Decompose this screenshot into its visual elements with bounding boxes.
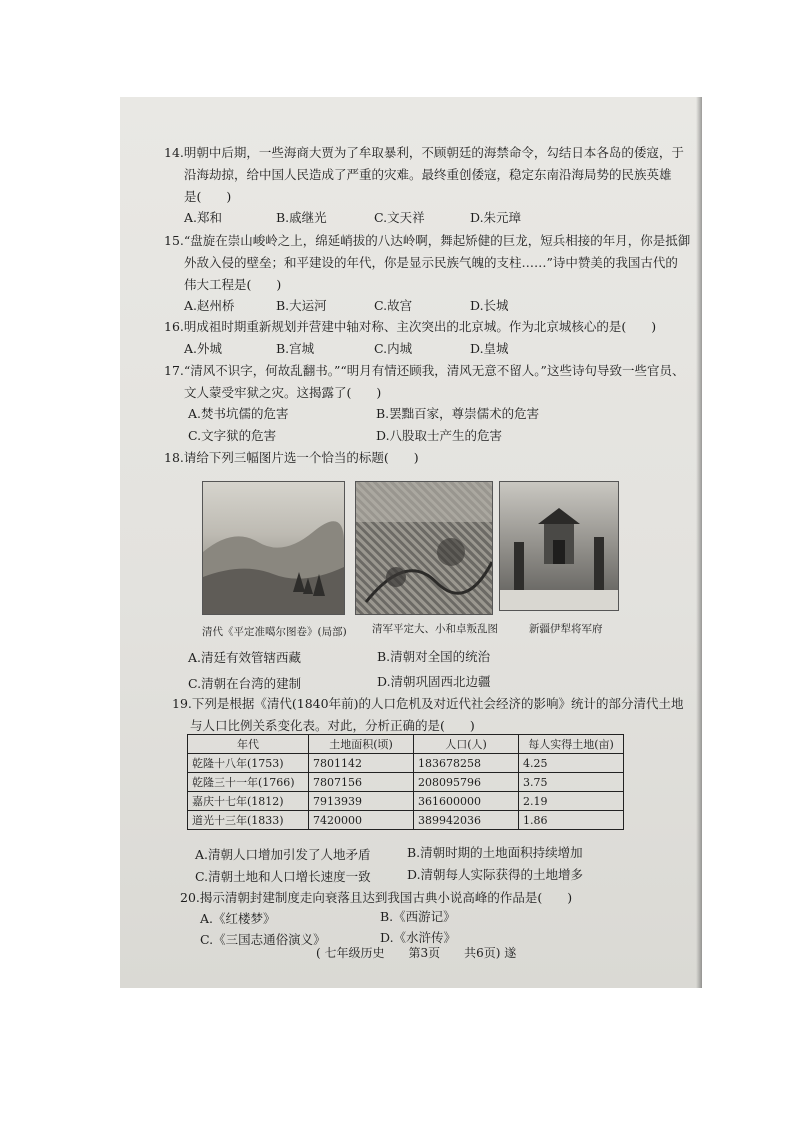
q18-line1: 18.请给下列三幅图片选一个恰当的标题( )	[164, 450, 419, 465]
q14-line1: 14.明朝中后期，一些海商大贾为了牟取暴利，不顾朝廷的海禁命令，勾结日本各岛的倭寇，于	[164, 145, 684, 160]
table-header-row	[188, 735, 624, 754]
table-cell: 7801142	[309, 754, 414, 773]
q18-option-b: B.清朝对全国的统治	[377, 649, 491, 664]
q17-option-a: A.焚书坑儒的危害	[188, 406, 289, 421]
q15-option-c: C.故宫	[374, 298, 413, 313]
table-row	[188, 811, 624, 830]
battle-scene-image	[355, 481, 493, 615]
table-header-cell: 人口(人)	[414, 735, 519, 754]
q16-option-d: D.皇城	[470, 341, 509, 356]
q17-option-d: D.八股取士产生的危害	[376, 428, 503, 443]
q17-option-b: B.罢黜百家，尊崇儒术的危害	[376, 406, 540, 421]
q14-line2: 沿海劫掠，给中国人民造成了严重的灾难。最终重创倭寇，稳定东南沿海局势的民族英雄	[184, 167, 672, 182]
q14-option-d: D.朱元璋	[470, 210, 522, 225]
q18-caption-1: 清代《平定准噶尔图卷》(局部)	[202, 626, 347, 638]
table-cell: 7807156	[309, 773, 414, 792]
battle-scene-illustration	[356, 482, 492, 614]
q15-line2: 外敌入侵的壁垒；和平建设的年代，你是显示民族气魄的支柱……”诗中赞美的我国古代的	[184, 255, 678, 270]
q16-option-c: C.内城	[374, 341, 413, 356]
q19-line2: 与人口比例关系变化表。对此，分析正确的是( )	[190, 718, 475, 733]
q17-line1: 17.“清风不识字，何故乱翻书。”“明月有情还顾我，清风无意不留人。”这些诗句导致一些官员、	[164, 363, 685, 378]
table-cell: 361600000	[414, 792, 519, 811]
q19-option-d: D.清朝每人实际获得的土地增多	[407, 867, 584, 882]
exam-paper	[120, 97, 702, 988]
mansion-gate-illustration	[500, 482, 618, 610]
landscape-painting-illustration	[203, 482, 344, 614]
table-cell: 2.19	[519, 792, 624, 811]
q14-option-b: B.戚继光	[276, 210, 327, 225]
table-cell: 183678258	[414, 754, 519, 773]
q18-caption-3: 新疆伊犁将军府	[529, 623, 603, 635]
q14-line3: 是( )	[184, 189, 232, 204]
table-row	[188, 773, 624, 792]
page-footer: ( 七年级历史 第3页 共6页) 遂	[316, 946, 517, 960]
table-cell: 3.75	[519, 773, 624, 792]
q15-option-b: B.大运河	[276, 298, 327, 313]
q16-option-b: B.宫城	[276, 341, 315, 356]
q19-option-c: C.清朝土地和人口增长速度一致	[195, 869, 371, 884]
table-cell: 道光十三年(1833)	[188, 811, 309, 830]
q20-option-b: B.《西游记》	[380, 909, 456, 924]
q15-option-a: A.赵州桥	[184, 298, 235, 313]
exam-page-photo	[120, 97, 702, 988]
table-header-cell: 年代	[188, 735, 309, 754]
land-population-table	[187, 734, 624, 830]
table-cell: 7913939	[309, 792, 414, 811]
table-cell: 4.25	[519, 754, 624, 773]
q15-option-d: D.长城	[470, 298, 509, 313]
table-cell: 嘉庆十七年(1812)	[188, 792, 309, 811]
table-cell: 208095796	[414, 773, 519, 792]
q15-line1: 15.“盘旋在崇山峻岭之上，绵延峭拔的八达岭啊，舞起矫健的巨龙，短兵相接的年月，你是抵御	[164, 233, 691, 248]
q16-line1: 16.明成祖时期重新规划并营建中轴对称、主次突出的北京城。作为北京城核心的是( )	[164, 319, 657, 334]
q20-option-a: A.《红楼梦》	[200, 911, 276, 926]
q20-line1: 20.揭示清朝封建制度走向衰落且达到我国古典小说高峰的作品是( )	[180, 890, 573, 905]
q20-option-c: C.《三国志通俗演义》	[200, 932, 326, 947]
q14-option-a: A.郑和	[184, 210, 223, 225]
q19-line1: 19.下列是根据《清代(1840年前)的人口危机及对近代社会经济的影响》统计的部分清代土地	[172, 696, 684, 711]
q18-option-d: D.清朝巩固西北边疆	[377, 674, 491, 689]
table-header-cell: 每人实得土地(亩)	[519, 735, 624, 754]
q19-option-b: B.清朝时期的土地面积持续增加	[407, 845, 583, 860]
table-header-cell: 土地面积(顷)	[309, 735, 414, 754]
q20-option-d: D.《水浒传》	[380, 930, 457, 945]
table-row	[188, 792, 624, 811]
q15-line3: 伟大工程是( )	[184, 277, 282, 292]
q16-option-a: A.外城	[184, 341, 223, 356]
q18-option-a: A.清廷有效管辖西藏	[188, 650, 302, 665]
table-cell: 乾隆三十一年(1766)	[188, 773, 309, 792]
table-cell: 乾隆十八年(1753)	[188, 754, 309, 773]
q17-line2: 文人蒙受牢狱之灾。这揭露了( )	[184, 385, 382, 400]
yili-general-mansion-photo	[499, 481, 619, 611]
table-cell: 7420000	[309, 811, 414, 830]
table-row	[188, 754, 624, 773]
q19-option-a: A.清朝人口增加引发了人地矛盾	[195, 847, 371, 862]
table-cell: 389942036	[414, 811, 519, 830]
q14-option-c: C.文天祥	[374, 210, 425, 225]
q18-option-c: C.清朝在台湾的建制	[188, 676, 302, 691]
q17-option-c: C.文字狱的危害	[188, 428, 277, 443]
landscape-painting-image	[202, 481, 345, 615]
q18-caption-2: 清军平定大、小和卓叛乱图	[372, 623, 498, 635]
table-cell: 1.86	[519, 811, 624, 830]
